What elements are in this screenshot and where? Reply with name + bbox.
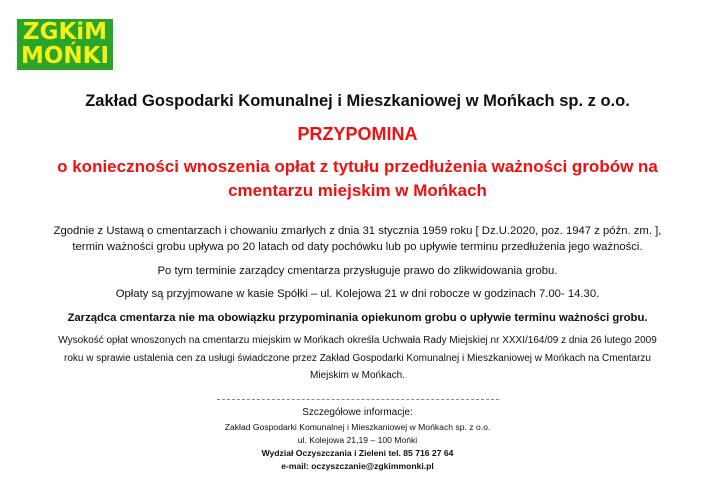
footer-label: Szczegółowe informacje:: [302, 407, 413, 418]
footer-company: Zakład Gospodarki Komunalnej i Mieszkaniowej w Mońkach sp. z o.o.: [224, 422, 491, 432]
payments-paragraph: Opłaty są przyjmowane w kasie Spółki – ul. Kolejowa 21 w dni robocze w godzinach 7.00- 14.30.: [115, 288, 600, 300]
logo-line-2: MOŃKI: [20, 43, 110, 69]
footer-email[interactable]: e-mail: oczyszczanie@zgkimmonki.pl: [281, 461, 434, 471]
logo-line-1: ZGKiM: [22, 19, 108, 45]
reminder-title: PRZYPOMINA: [297, 124, 418, 144]
notice-paragraph: Zarządca cmentarza nie ma obowiązku przypominania opiekunom grobu o upływie terminu ważności grobu.: [67, 312, 648, 324]
law-line-1: Zgodnie z Ustawą o cmentarzach i chowaniu zmarłych z dnia 31 stycznia 1959 roku [ Dz.U.2020, poz. 1947 z późn. zm. ],: [53, 225, 662, 237]
subject-line-2: cmentarzu miejskim w Mońkach: [228, 181, 487, 200]
footer-department: Wydział Oczyszczania i Zieleni tel. 85 716 27 64: [261, 448, 454, 458]
footer-address: ul. Kolejowa 21,19 – 100 Mońki: [297, 435, 418, 445]
right-paragraph: Po tym terminie zarządcy cmentarza przysługuje prawo do zlikwidowania grobu.: [157, 265, 558, 277]
fees-line-3: Miejskim w Mońkach.: [309, 370, 406, 381]
fees-line-1: Wysokość opłat wnoszonych na cmentarzu miejskim w Mońkach określa Uchwała Rady Miejskiej nr XXXI/164/09 z dnia 26 lutego 2009: [58, 335, 657, 346]
fees-line-2: roku w sprawie ustalenia cen za usługi świadczone przez Zakład Gospodarki Komunalnej i Mieszkaniowej w Mońkach na Cmentarzu: [64, 353, 651, 364]
law-line-2: termin ważności grobu upływa po 20 latach od daty pochówku lub po upływie terminu przedłużenia jego ważności.: [72, 241, 643, 253]
subject-line-1: o konieczności wnoszenia opłat z tytułu przedłużenia ważności grobów na: [57, 157, 658, 176]
company-heading: Zakład Gospodarki Komunalnej i Mieszkaniowej w Mońkach sp. z o.o.: [85, 92, 630, 110]
separator: [217, 399, 499, 400]
company-logo: [17, 19, 113, 70]
